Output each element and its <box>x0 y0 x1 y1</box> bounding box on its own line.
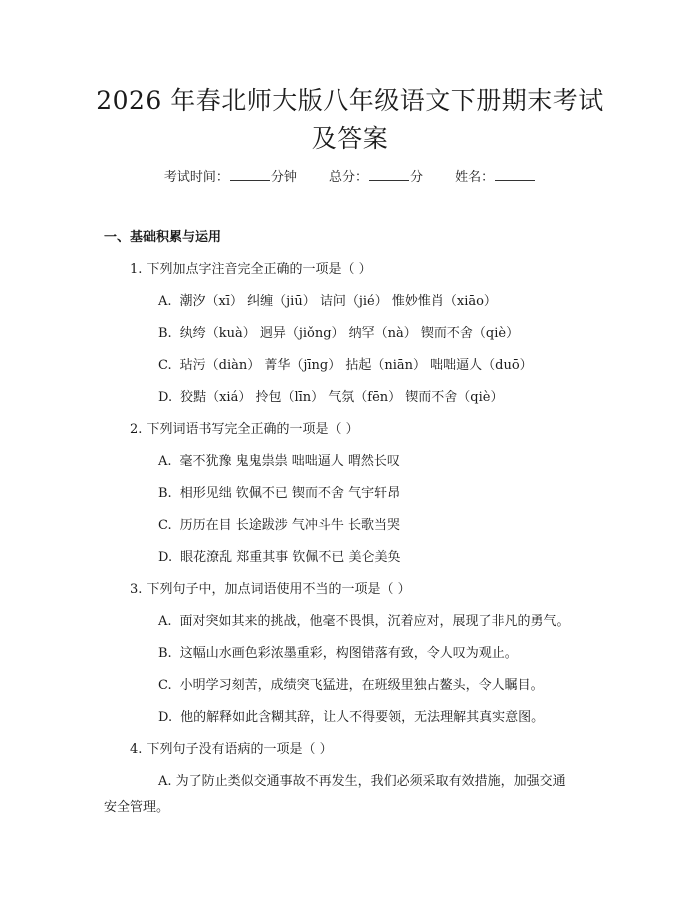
question-3-option-a[interactable] <box>158 613 570 631</box>
question-2-option-c[interactable] <box>158 517 400 535</box>
total-score-field <box>329 168 423 187</box>
question-1-stem: 1. 下列加点字注音完全正确的一项是（ ） <box>130 262 372 277</box>
student-name-label: 姓名： <box>455 170 495 185</box>
total-score-label: 总分： <box>328 170 368 185</box>
option-text: 他的解释如此含糊其辞，让人不得要领，无法理解其真实意图。 <box>180 710 545 725</box>
option-text: 面对突如其来的挑战，他毫不畏惧，沉着应对，展现了非凡的勇气。 <box>179 614 570 629</box>
total-score-unit: 分 <box>410 170 424 185</box>
option-letter: D. <box>158 710 173 725</box>
option-text: 历历在目 长途跋涉 气冲斗牛 长歌当哭 <box>179 518 401 533</box>
exam-time-blank[interactable] <box>230 168 270 181</box>
question-4-option-a-line-1[interactable]: A. 为了防止类似交通事故不再发生，我们必须采取有效措施，加强交通 <box>158 774 566 789</box>
student-name-field <box>455 168 536 187</box>
option-letter: C. <box>158 678 172 693</box>
question-1-option-a[interactable] <box>158 293 497 311</box>
question-1-option-c[interactable] <box>158 357 533 375</box>
exam-time-unit: 分钟 <box>270 170 297 185</box>
option-text: 玷污（diàn） 菁华（jīng） 拈起（niān） 咄咄逼人（duō） <box>179 358 533 373</box>
option-letter: C. <box>158 518 172 533</box>
question-3-option-c[interactable] <box>158 677 544 695</box>
total-score-blank[interactable] <box>369 168 409 181</box>
option-text: 狡黠（xiá） 拎包（līn） 气氛（fēn） 锲而不舍（qiè） <box>180 390 504 405</box>
option-letter: D. <box>158 390 173 405</box>
option-letter: C. <box>158 358 172 373</box>
question-2-option-a[interactable] <box>158 453 400 471</box>
title-line-2: 及答案 <box>311 124 389 153</box>
section-heading: 一、基础积累与运用 <box>104 230 222 245</box>
question-4-stem: 4. 下列句子没有语病的一项是（ ） <box>130 742 333 757</box>
option-letter: A. <box>158 454 172 469</box>
option-letter: B. <box>158 646 172 661</box>
question-3-option-b[interactable] <box>158 645 518 663</box>
title-line-1: 2026 年春北师大版八年级语文下册期末考试 <box>96 86 604 115</box>
option-letter: D. <box>158 550 173 565</box>
question-2-option-b[interactable] <box>158 485 400 503</box>
option-letter: A. <box>158 614 172 629</box>
student-name-blank[interactable] <box>495 168 535 181</box>
option-text: 眼花潦乱 郑重其事 钦佩不已 美仑美奂 <box>180 550 401 565</box>
option-text: 潮汐（xī） 纠缠（jiū） 诘问（jié） 惟妙惟肖（xiāo） <box>179 294 497 309</box>
question-2-option-d[interactable] <box>158 549 401 567</box>
exam-info-row <box>0 168 700 187</box>
option-letter: A. <box>158 294 172 309</box>
question-1-option-b[interactable] <box>158 325 519 343</box>
question-2-stem: 2. 下列词语书写完全正确的一项是（ ） <box>130 422 359 437</box>
question-3-option-d[interactable] <box>158 709 544 727</box>
option-text: 相形见绌 钦佩不已 锲而不舍 气宇轩昂 <box>179 486 401 501</box>
exam-time-label: 考试时间： <box>163 170 229 185</box>
option-text: 纨绔（kuà） 迥异（jiǒng） 纳罕（nà） 锲而不舍（qiè） <box>179 326 520 341</box>
question-4-option-a-line-2: 安全管理。 <box>104 800 170 815</box>
exam-time-field <box>164 168 297 187</box>
option-letter: B. <box>158 326 172 341</box>
option-text: 毫不犹豫 鬼鬼祟祟 咄咄逼人 喟然长叹 <box>179 454 400 469</box>
question-1-option-d[interactable] <box>158 389 503 407</box>
option-letter: B. <box>158 486 172 501</box>
option-text: 这幅山水画色彩浓墨重彩，构图错落有致，令人叹为观止。 <box>179 646 518 661</box>
document-title <box>60 82 640 158</box>
question-3-stem: 3. 下列句子中，加点词语使用不当的一项是（ ） <box>130 582 411 597</box>
option-text: 小明学习刻苦，成绩突飞猛进，在班级里独占鳌头，令人瞩目。 <box>179 678 544 693</box>
